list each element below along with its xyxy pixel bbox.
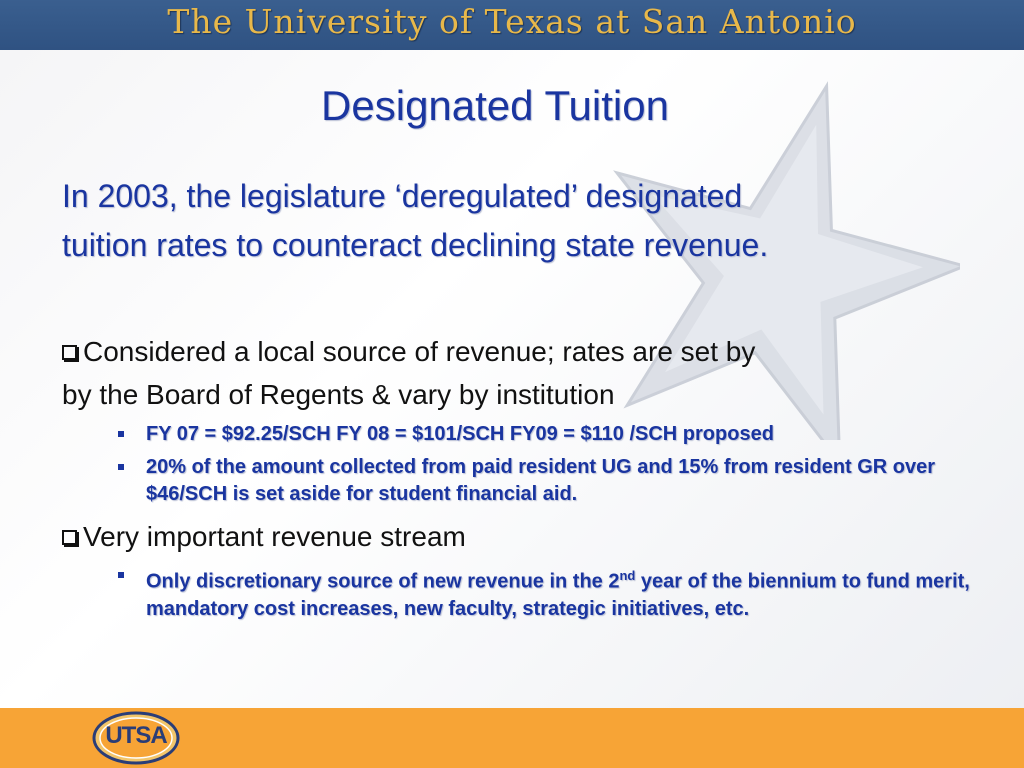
point-revenue-stream [62, 515, 992, 558]
fy-rates-text: FY 07 = $92.25/SCH FY 08 = $101/SCH FY09 = $110 /SCH proposed [146, 423, 774, 445]
list-item [115, 454, 995, 508]
intro-line-1: In 2003, the legislature ‘deregulated’ designated [62, 178, 743, 214]
square-bullet-icon [118, 464, 124, 470]
checkbox-icon [62, 530, 77, 545]
university-title: The University of Texas at San Antonio [167, 2, 857, 41]
checkbox-icon [62, 345, 77, 360]
local-revenue-subpoints [115, 421, 995, 514]
list-item [115, 421, 995, 448]
point-local-revenue [62, 330, 992, 416]
discretionary-text-pre: Only discretionary source of new revenue in the 2 [146, 570, 620, 593]
intro-line-2: tuition rates to counteract declining state revenue. [62, 227, 769, 263]
square-bullet-icon [118, 431, 124, 437]
square-bullet-icon [118, 572, 124, 578]
financial-aid-text: 20% of the amount collected from paid resident UG and 15% from resident GR over $46/SCH is set aside for student financial aid. [146, 456, 936, 505]
revenue-stream-subpoints [115, 562, 995, 629]
point-local-revenue-line-1: Considered a local source of revenue; rates are set by [83, 336, 756, 367]
ordinal-suffix: nd [619, 568, 636, 583]
logo-text: UTSA [105, 722, 167, 749]
point-revenue-stream-line-1: Very important revenue stream [83, 521, 466, 552]
discretionary-text-post: year of the biennium to fund merit, mandatory cost increases, new faculty, strategic initiatives, etc. [146, 570, 970, 620]
point-local-revenue-line-2: by the Board of Regents & vary by institution [62, 379, 615, 410]
list-item [115, 562, 995, 623]
intro-paragraph [62, 172, 982, 270]
slide-title: Designated Tuition [321, 82, 669, 129]
